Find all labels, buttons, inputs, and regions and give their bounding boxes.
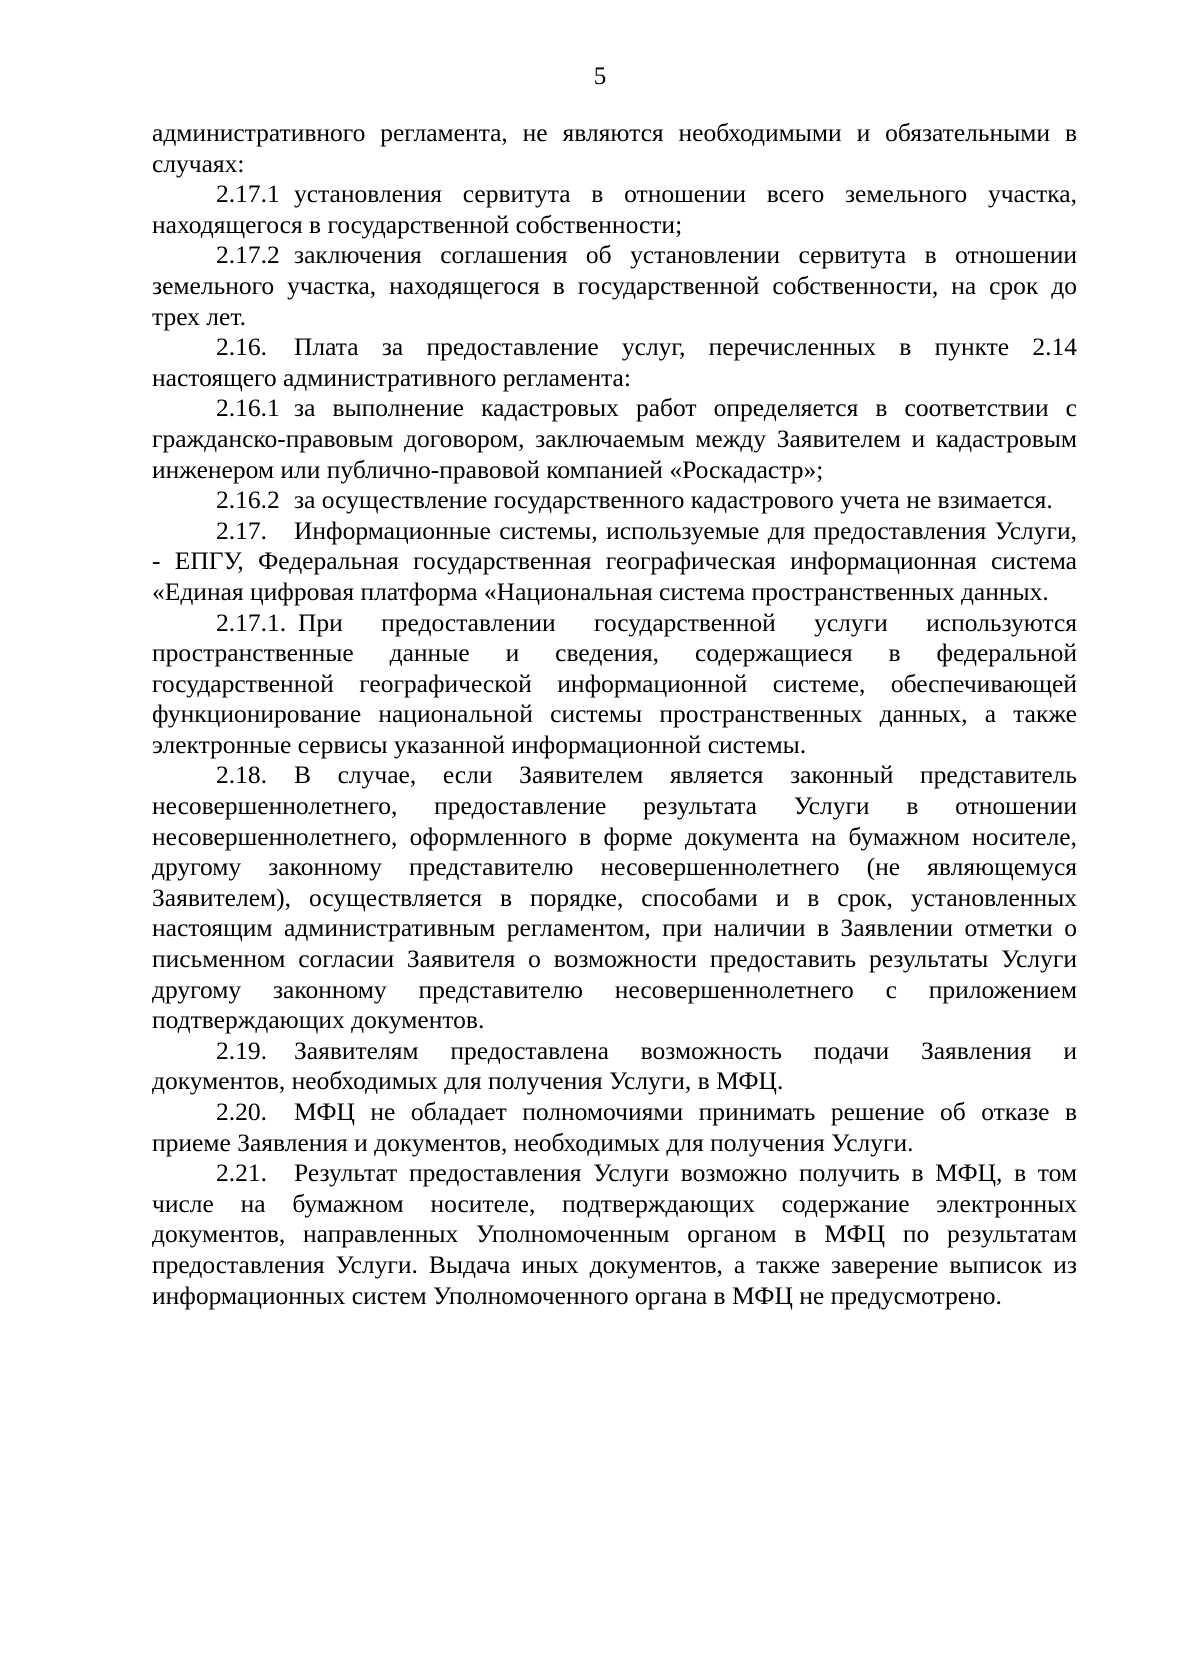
clause-number: 2.16. [216,332,267,362]
paragraph-text: МФЦ не обладает полномочиями принимать решение об отказе в приеме Заявления и документов, необходимых для получения Услуги. [152,1097,1077,1157]
paragraph-text: Плата за предоставление услуг, перечисленных в пункте 2.14 настоящего административного регламента: [152,332,1077,392]
paragraph-text: за осуществление государственного кадастрового учета не взимается. [294,485,1053,515]
paragraph-intro [152,118,1077,179]
paragraph-text: Информационные системы, используемые для предоставления Услуги, - ЕПГУ, Федеральная государственная географическая информационная система «Единая цифровая платформа «Национальная система пространственных данных. [152,515,1077,606]
paragraph-text: В случае, если Заявителем является законный представитель несовершеннолетнего, предоставление результата Услуги в отношении несовершеннолетнего, оформленного в форме документа на бумажном носителе, другому законному представителю несовершеннолетнего (не являющемуся Заявителем), осуществляется в порядке, способами и в срок, установленных настоящим административным регламентом, при наличии в Заявлении отметки о письменном согласии Заявителя о возможности предоставить результаты Услуги другому законному представителю несовершеннолетнего с приложением подтверждающих документов. [152,760,1077,1035]
paragraph-2-21 [152,1158,1077,1311]
clause-number: 2.20. [216,1097,267,1126]
clause-number: 2.18. [216,760,267,790]
page-number: 5 [593,63,607,90]
clause-number: 2.19. [216,1035,267,1065]
paragraph-text: Заявителям предоставлена возможность подачи Заявления и документов, необходимых для получения Услуги, в МФЦ. [152,1035,1077,1096]
paragraph-2-16 [152,332,1077,393]
clause-number: 2.21. [216,1158,267,1188]
clause-number: 2.17.1. [216,607,287,637]
paragraph-2-17 [152,516,1077,608]
paragraph-text: установления сервитута в отношении всего земельного участка, находящегося в государственной собственности; [152,179,1077,239]
paragraph-text: заключения соглашения об установлении сервитута в отношении земельного участка, находящегося в государственной собственности, на срок до трех лет. [152,240,1077,331]
clause-number: 2.16.1 [216,393,280,423]
clause-number: 2.17. [216,515,267,545]
clause-number: 2.16.2 [216,485,280,515]
paragraph-2-16-1 [152,393,1077,485]
paragraph-2-17-2 [152,240,1077,332]
paragraph-2-19 [152,1036,1077,1097]
paragraph-2-17-1-dot [152,608,1077,761]
paragraph-text: административного регламента, не являются необходимыми и обязательными в случаях: [152,118,1077,178]
paragraph-text: Результат предоставления Услуги возможно получить в МФЦ, в том числе на бумажном носителе, подтверждающих содержание электронных документов, направленных Уполномоченным органом в МФЦ по результатам предоставления Услуги. Выдача иных документов, а также заверение выписок из информационных систем Уполномоченного органа в МФЦ не предусмотрено. [152,1158,1077,1310]
paragraph-text: При предоставлении государственной услуги используются пространственные данные и сведения, содержащиеся в федеральной государственной географической информационной системе, обеспечивающей функционирование национальной системы пространственных данных, а также электронные сервисы указанной информационной системы. [152,607,1077,759]
document-body [152,118,1077,1311]
clause-number: 2.17.2 [216,240,280,270]
clause-number: 2.17.1 [216,179,280,209]
paragraph-2-20 [152,1097,1077,1158]
paragraph-2-18 [152,760,1077,1035]
paragraph-2-16-2 [152,485,1077,516]
paragraph-2-17-1 [152,179,1077,240]
paragraph-text: за выполнение кадастровых работ определяется в соответствии с гражданско-правовым договором, заключаемым между Заявителем и кадастровым инженером или публично-правовой компанией «Роскадастр»; [152,393,1077,484]
